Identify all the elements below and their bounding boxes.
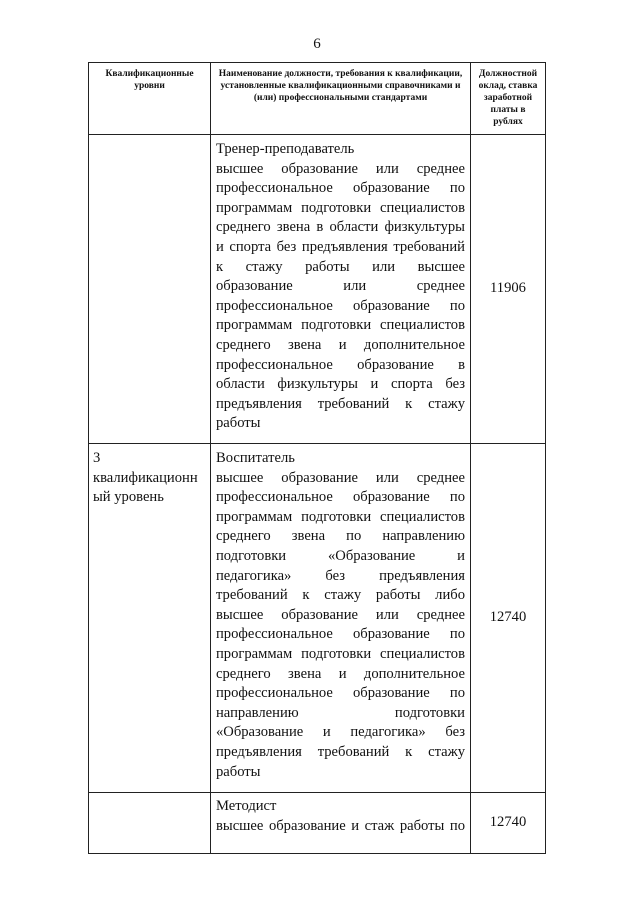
requirement-line: «Образование и педагогика» без <box>216 724 465 741</box>
requirement-line: образование или среднее <box>216 278 465 295</box>
requirement-line: высшее образование или среднее <box>216 606 465 623</box>
requirement-line: среднего звена по направлению <box>216 528 465 545</box>
requirement-line: программам подготовки специалистов <box>216 645 465 662</box>
requirement-line: профессиональное образование по <box>216 685 465 702</box>
requirement-line: программам подготовки специалистов <box>216 199 465 216</box>
requirement-line: профессиональное образование по <box>216 626 465 643</box>
header-position-requirements: Наименование должности, требования к квалификации, установленные квалификационными справочниками и (или) профессиональными стандартами <box>211 63 471 135</box>
requirement-line: среднего звена в области физкультуры <box>216 219 465 236</box>
requirement-line: среднего звена и дополнительное <box>216 336 465 353</box>
table-row <box>89 135 546 444</box>
requirement-line: направлению подготовки <box>216 704 465 721</box>
requirement-line: высшее образование и стаж работы по <box>216 817 465 834</box>
requirement-line: подготовки «Образование и <box>216 547 465 564</box>
requirement-line: профессиональное образование по <box>216 297 465 314</box>
requirement-line: работы <box>216 415 261 432</box>
requirement-line: работы <box>216 763 261 780</box>
salary-cell <box>471 793 546 854</box>
requirement-line: высшее образование или среднее <box>216 160 465 177</box>
position-title: Методист <box>216 798 277 814</box>
salary-value: 12740 <box>489 814 527 831</box>
requirement-line: предъявления требований к стажу <box>216 395 465 412</box>
level-cell <box>89 444 211 793</box>
requirement-line: высшее образование или среднее <box>216 469 465 486</box>
salary-cell <box>471 444 546 793</box>
requirement-line: педагогика» без предъявления <box>216 567 465 584</box>
table-header-row <box>89 63 546 135</box>
page-number: 6 <box>313 36 321 52</box>
position-title: Воспитатель <box>216 450 295 466</box>
level-text <box>89 793 210 802</box>
requirement-line: области физкультуры и спорта без <box>216 376 465 393</box>
level-text <box>89 135 210 144</box>
table-row <box>89 793 546 854</box>
level-cell <box>89 793 211 854</box>
level-cell <box>89 135 211 444</box>
position-cell <box>211 793 471 854</box>
salary-table <box>88 62 546 854</box>
position-title: Тренер-преподаватель <box>216 141 355 157</box>
header-qualification-levels: Квалификационные уровни <box>89 63 211 135</box>
requirement-line: и спорта без предъявления требований <box>216 238 465 255</box>
requirement-line: программам подготовки специалистов <box>216 508 465 525</box>
requirement-line: профессиональное образование по <box>216 489 465 506</box>
requirement-line: к стажу работы или высшее <box>216 258 465 275</box>
requirement-line: профессиональное образование в <box>216 356 465 373</box>
salary-cell <box>471 135 546 444</box>
position-cell <box>211 444 471 793</box>
level-text: квалификационн <box>93 469 198 486</box>
requirement-line: предъявления требований к стажу <box>216 743 465 760</box>
position-cell <box>211 135 471 444</box>
level-text: ый уровень <box>93 489 164 506</box>
requirement-line: программам подготовки специалистов <box>216 317 465 334</box>
salary-value: 12740 <box>489 609 527 626</box>
requirement-line: требований к стажу работы либо <box>216 587 465 604</box>
requirement-line: профессиональное образование по <box>216 180 465 197</box>
header-salary: Должностной оклад, ставка заработной платы в рублях <box>471 63 546 135</box>
table-row <box>89 444 546 793</box>
requirement-line: среднего звена и дополнительное <box>216 665 465 682</box>
salary-value: 11906 <box>490 280 526 297</box>
level-number: 3 <box>93 450 101 466</box>
